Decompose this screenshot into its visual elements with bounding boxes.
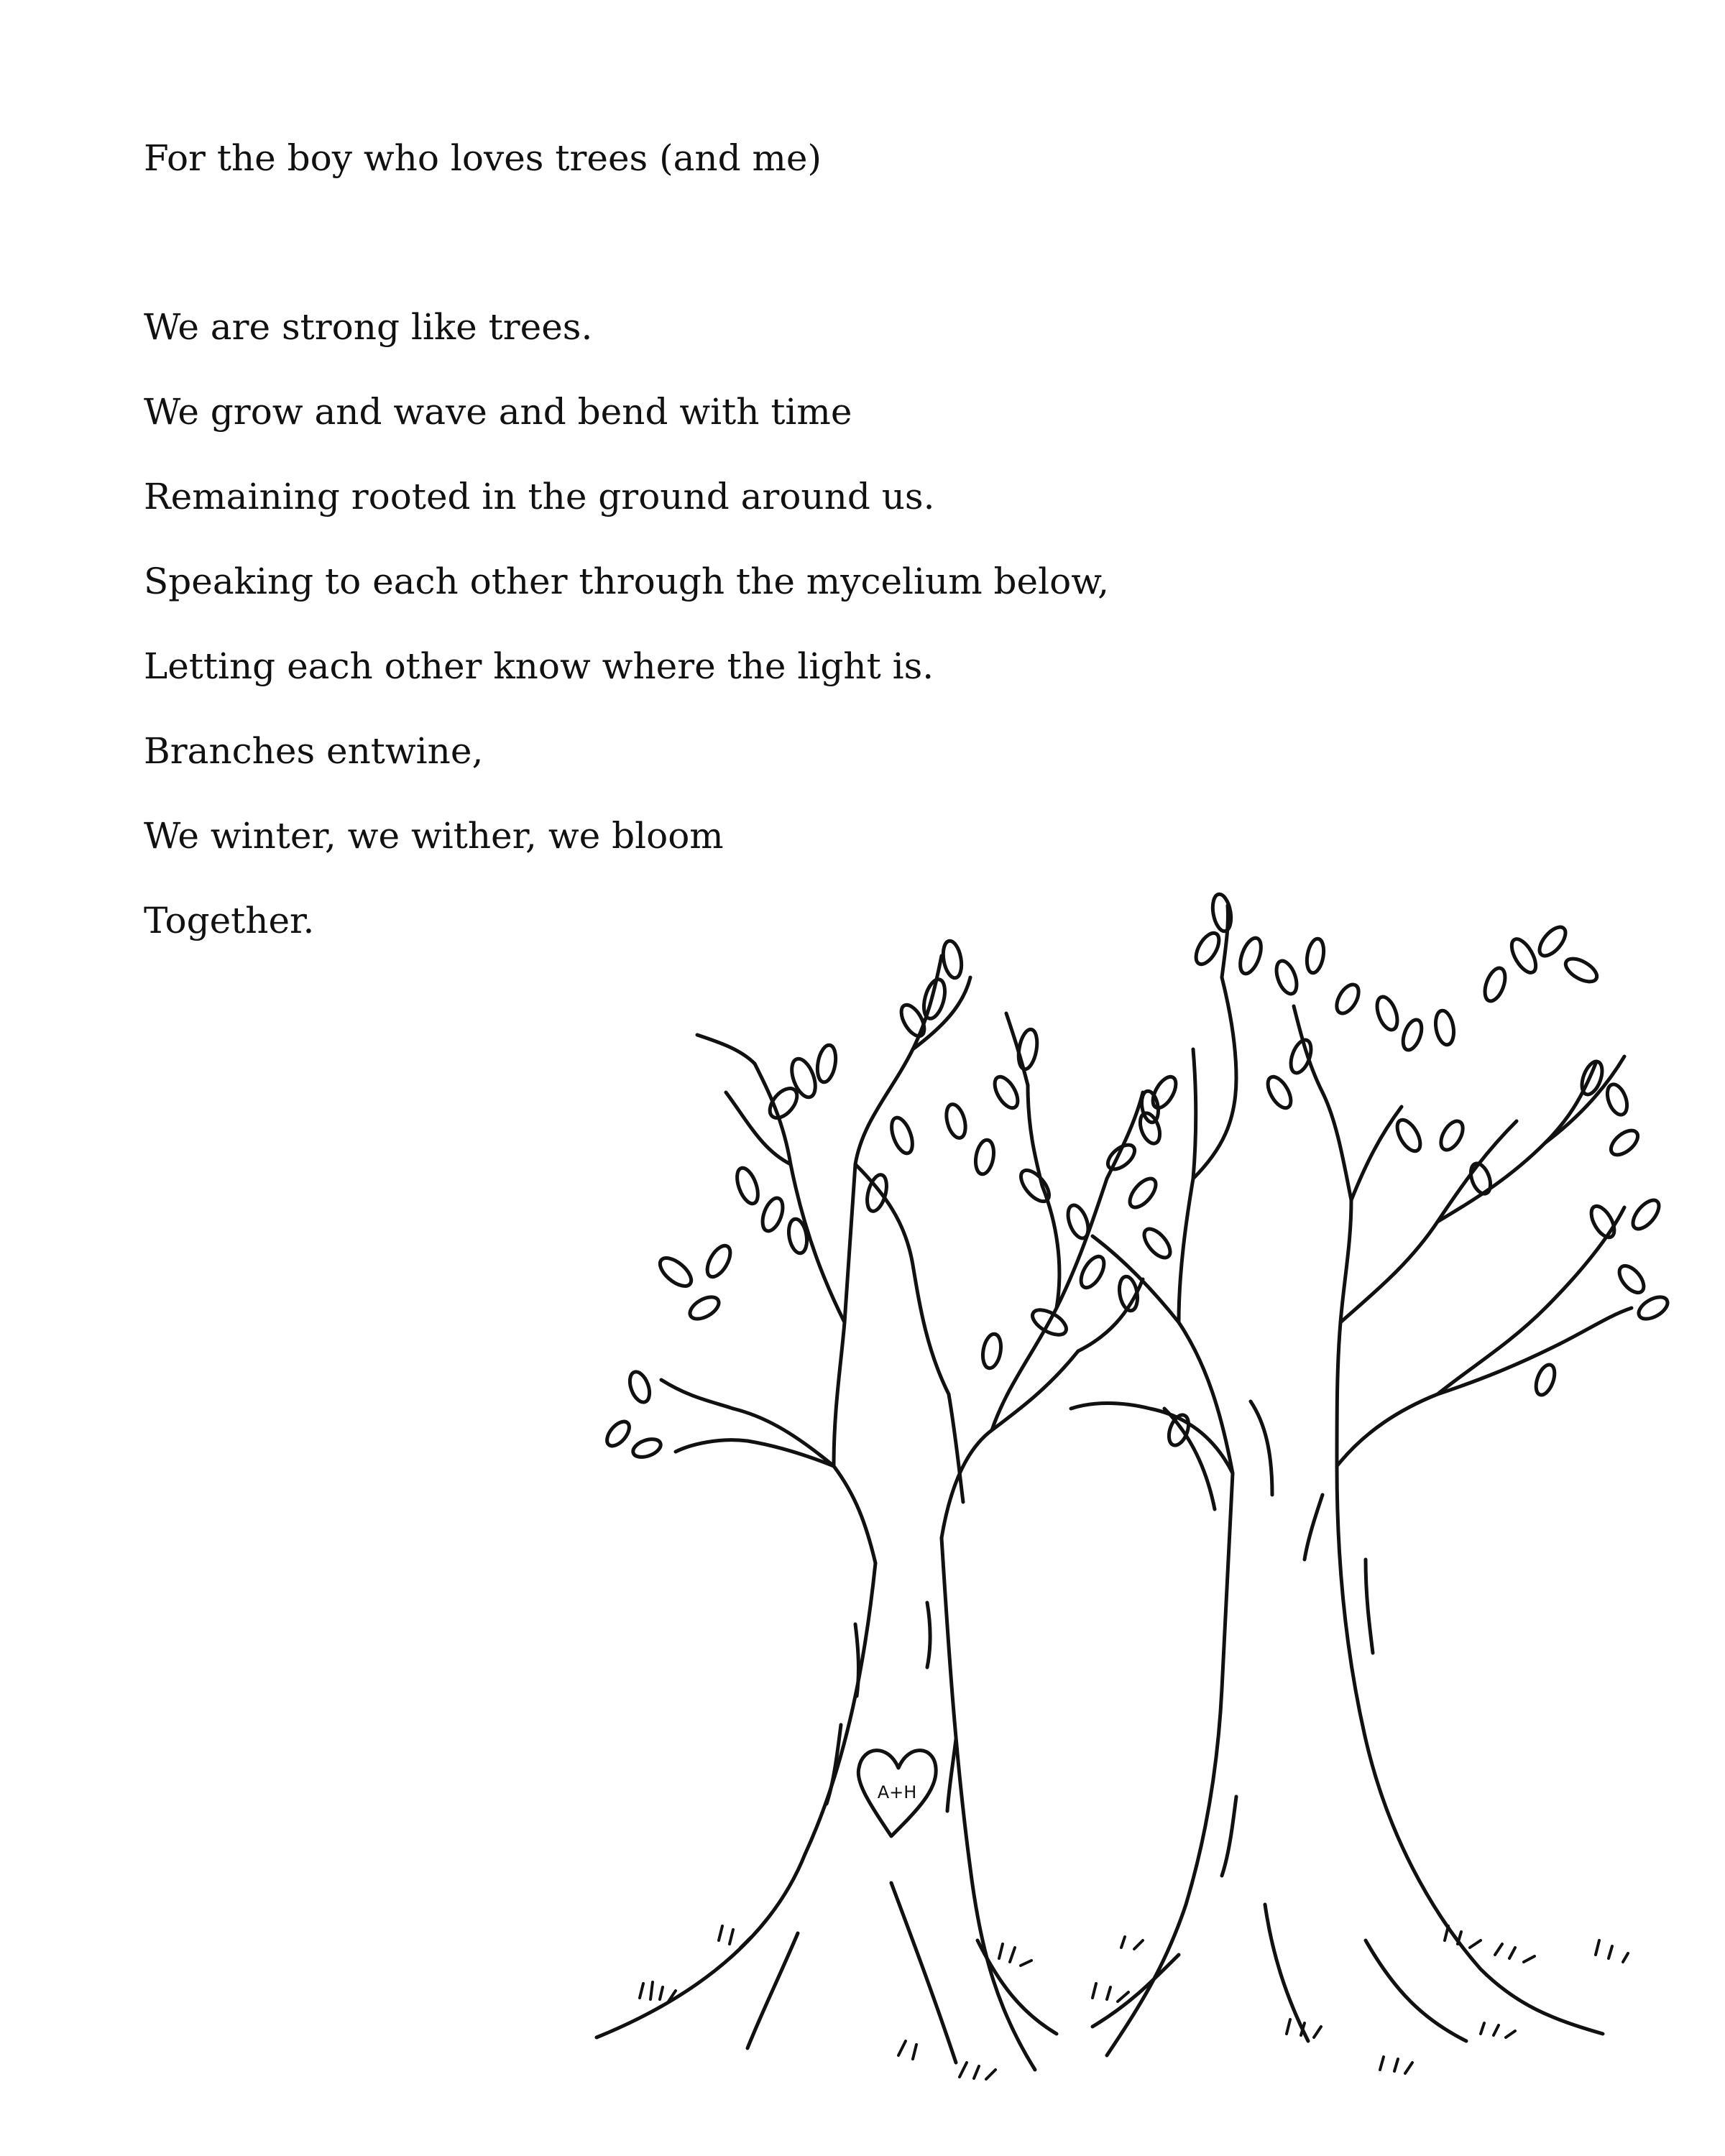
poem-body	[144, 305, 1109, 984]
poem-line: We winter, we wither, we bloom	[144, 815, 724, 857]
poem-line: Together.	[144, 900, 315, 941]
left-trunk-left-edge	[597, 1563, 875, 2037]
right-root-left	[1092, 1955, 1179, 2027]
heart-initials: A+H	[877, 1782, 917, 1802]
poem-title: For the boy who loves trees (and me)	[144, 137, 822, 179]
right-tree	[1071, 893, 1671, 2055]
poem-line: We are strong like trees.	[144, 306, 593, 348]
poem-line: Letting each other know where the light is.	[144, 645, 934, 687]
left-root-right	[978, 1940, 1057, 2034]
left-root-left	[748, 1933, 798, 2048]
poem-line: We grow and wave and bend with time	[144, 391, 852, 433]
left-tree	[597, 939, 1161, 2070]
left-root-center	[891, 1883, 956, 2063]
two-trees-illustration	[575, 884, 1696, 2134]
poem-line: Remaining rooted in the ground around us.	[144, 476, 935, 517]
right-trunk-left-edge	[1107, 1473, 1233, 2055]
right-root-right	[1366, 1940, 1466, 2041]
poem-line: Branches entwine,	[144, 730, 484, 772]
poem-line: Speaking to each other through the mycelium below,	[144, 561, 1109, 602]
right-root-center	[1265, 1904, 1308, 2041]
grass-tufts	[640, 1926, 1628, 2079]
left-trunk-right-edge	[942, 1538, 1035, 2070]
